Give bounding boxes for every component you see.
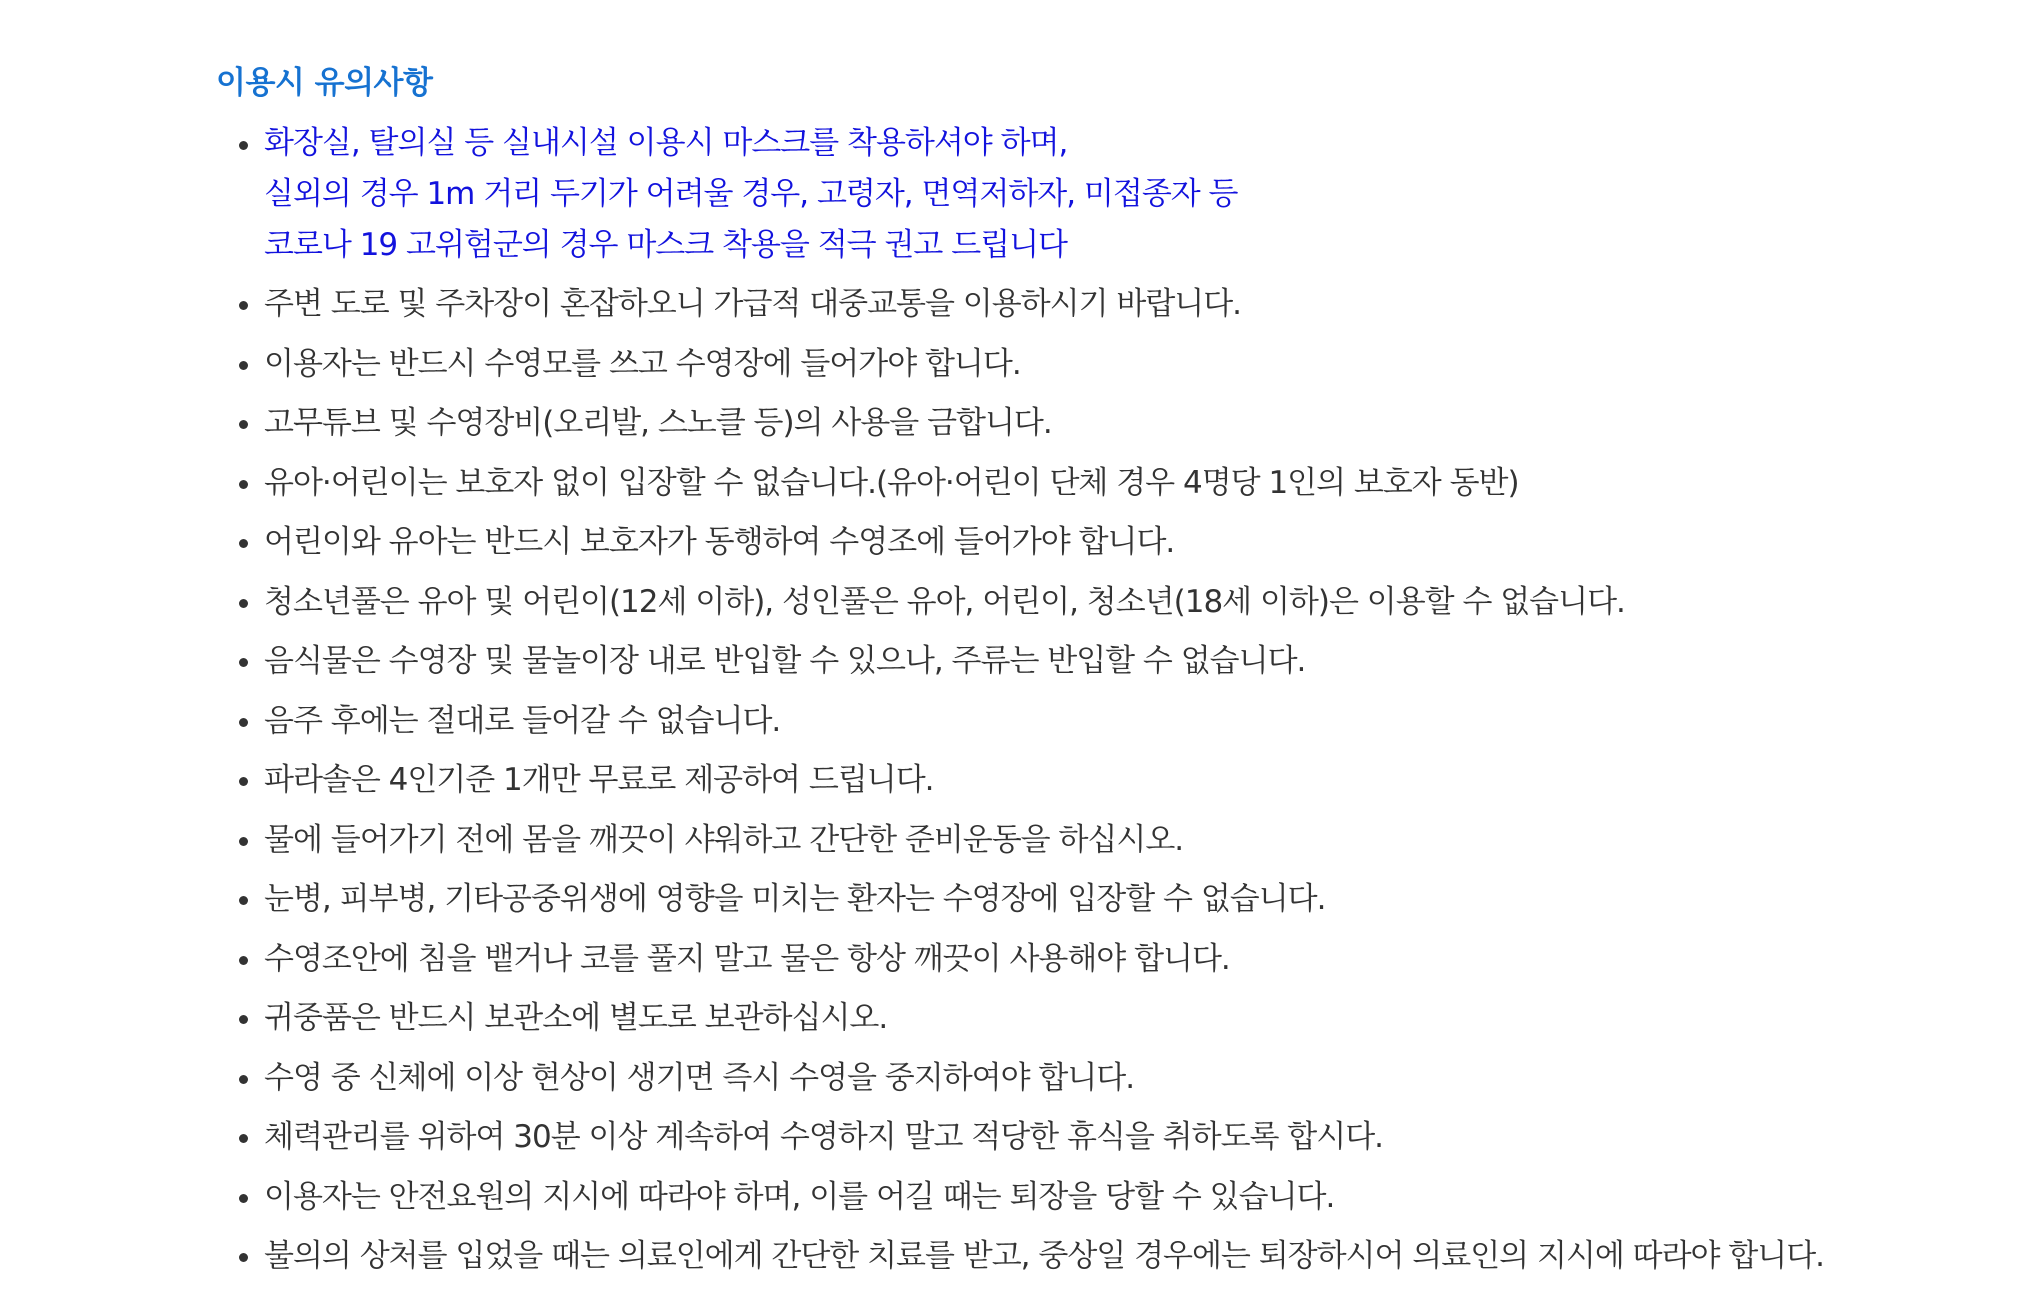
list-item — [216, 751, 1996, 811]
bullet-icon — [239, 956, 248, 965]
bullet-icon — [239, 480, 248, 489]
list-item-text: 이용자는 반드시 수영모를 쓰고 수영장에 들어가야 합니다. — [264, 345, 1021, 382]
list-item-text: 눈병, 피부병, 기타공중위생에 영향을 미치는 환자는 수영장에 입장할 수 없습니다. — [264, 881, 1326, 917]
list-item — [216, 811, 1996, 871]
list-item — [216, 1049, 1996, 1109]
bullet-icon — [239, 141, 248, 150]
bullet-icon — [239, 1075, 248, 1084]
notice-title: 이용시 유의사항 — [216, 65, 433, 101]
list-item-text: 고무튜브 및 수영장비(오리발, 스노클 등)의 사용을 금합니다. — [264, 405, 1052, 441]
mask-notice-line: 실외의 경우 1m 거리 두기가 어려울 경우, 고령자, 면역저하자, 미접종자 등 — [264, 176, 1238, 212]
bullet-icon — [239, 539, 248, 548]
list-item-text: 음식물은 수영장 및 물놀이장 내로 반입할 수 있으나, 주류는 반입할 수 없습니다. — [264, 643, 1306, 679]
list-item-mask-notice — [216, 118, 1996, 271]
list-item-text: 청소년풀은 유아 및 어린이(12세 이하), 성인풀은 유아, 어린이, 청소년(18세 이하)은 이용할 수 없습니다. — [264, 583, 1625, 620]
bullet-icon — [239, 1015, 248, 1024]
list-item-text: 불의의 상처를 입었을 때는 의료인에게 간단한 치료를 받고, 중상일 경우에는 퇴장하시어 의료인의 지시에 따라야 합니다. — [264, 1238, 1825, 1274]
bullet-icon — [239, 361, 248, 370]
list-item-text: 물에 들어가기 전에 몸을 깨끗이 샤워하고 간단한 준비운동을 하십시오. — [264, 821, 1184, 858]
list-item — [216, 1108, 1996, 1168]
list-item — [216, 870, 1996, 930]
list-item-text: 음주 후에는 절대로 들어갈 수 없습니다. — [264, 702, 781, 739]
bullet-icon — [239, 599, 248, 608]
bullet-icon — [239, 1194, 248, 1203]
list-item — [216, 1227, 1996, 1287]
notice-list — [216, 118, 1996, 1287]
list-item — [216, 930, 1996, 990]
list-item-text: 체력관리를 위하여 30분 이상 계속하여 수영하지 말고 적당한 휴식을 취하도록 합시다. — [264, 1119, 1384, 1155]
list-item-text: 어린이와 유아는 반드시 보호자가 동행하여 수영조에 들어가야 합니다. — [264, 524, 1175, 560]
usage-notice-section — [216, 58, 1996, 1287]
list-item — [216, 573, 1996, 633]
list-item-text: 유아·어린이는 보호자 없이 입장할 수 없습니다.(유아·어린이 단체 경우 4명당 1인의 보호자 동반) — [264, 464, 1519, 501]
list-item — [216, 1168, 1996, 1228]
mask-notice-line: 화장실, 탈의실 등 실내시설 이용시 마스크를 착용하셔야 하며, — [264, 125, 1068, 161]
bullet-icon — [239, 1253, 248, 1262]
list-item-text: 귀중품은 반드시 보관소에 별도로 보관하십시오. — [264, 1000, 888, 1036]
bullet-icon — [239, 1134, 248, 1143]
bullet-icon — [239, 420, 248, 429]
list-item-text: 이용자는 안전요원의 지시에 따라야 하며, 이를 어길 때는 퇴장을 당할 수 있습니다. — [264, 1178, 1335, 1215]
list-item — [216, 513, 1996, 573]
list-item-text: 수영조안에 침을 뱉거나 코를 풀지 말고 물은 항상 깨끗이 사용해야 합니다. — [264, 940, 1230, 977]
list-item — [216, 394, 1996, 454]
bullet-icon — [239, 777, 248, 786]
bullet-icon — [239, 301, 248, 310]
bullet-icon — [239, 718, 248, 727]
bullet-icon — [239, 837, 248, 846]
bullet-icon — [239, 658, 248, 667]
list-item — [216, 335, 1996, 395]
list-item — [216, 692, 1996, 752]
list-item-text: 주변 도로 및 주차장이 혼잡하오니 가급적 대중교통을 이용하시기 바랍니다. — [264, 286, 1242, 322]
list-item — [216, 632, 1996, 692]
mask-notice-line: 코로나 19 고위험군의 경우 마스크 착용을 적극 권고 드립니다 — [264, 227, 1067, 263]
list-item-text: 파라솔은 4인기준 1개만 무료로 제공하여 드립니다. — [264, 762, 934, 798]
list-item — [216, 275, 1996, 335]
list-item-text: 수영 중 신체에 이상 현상이 생기면 즉시 수영을 중지하여야 합니다. — [264, 1059, 1135, 1096]
list-item — [216, 454, 1996, 514]
list-item — [216, 989, 1996, 1049]
bullet-icon — [239, 896, 248, 905]
